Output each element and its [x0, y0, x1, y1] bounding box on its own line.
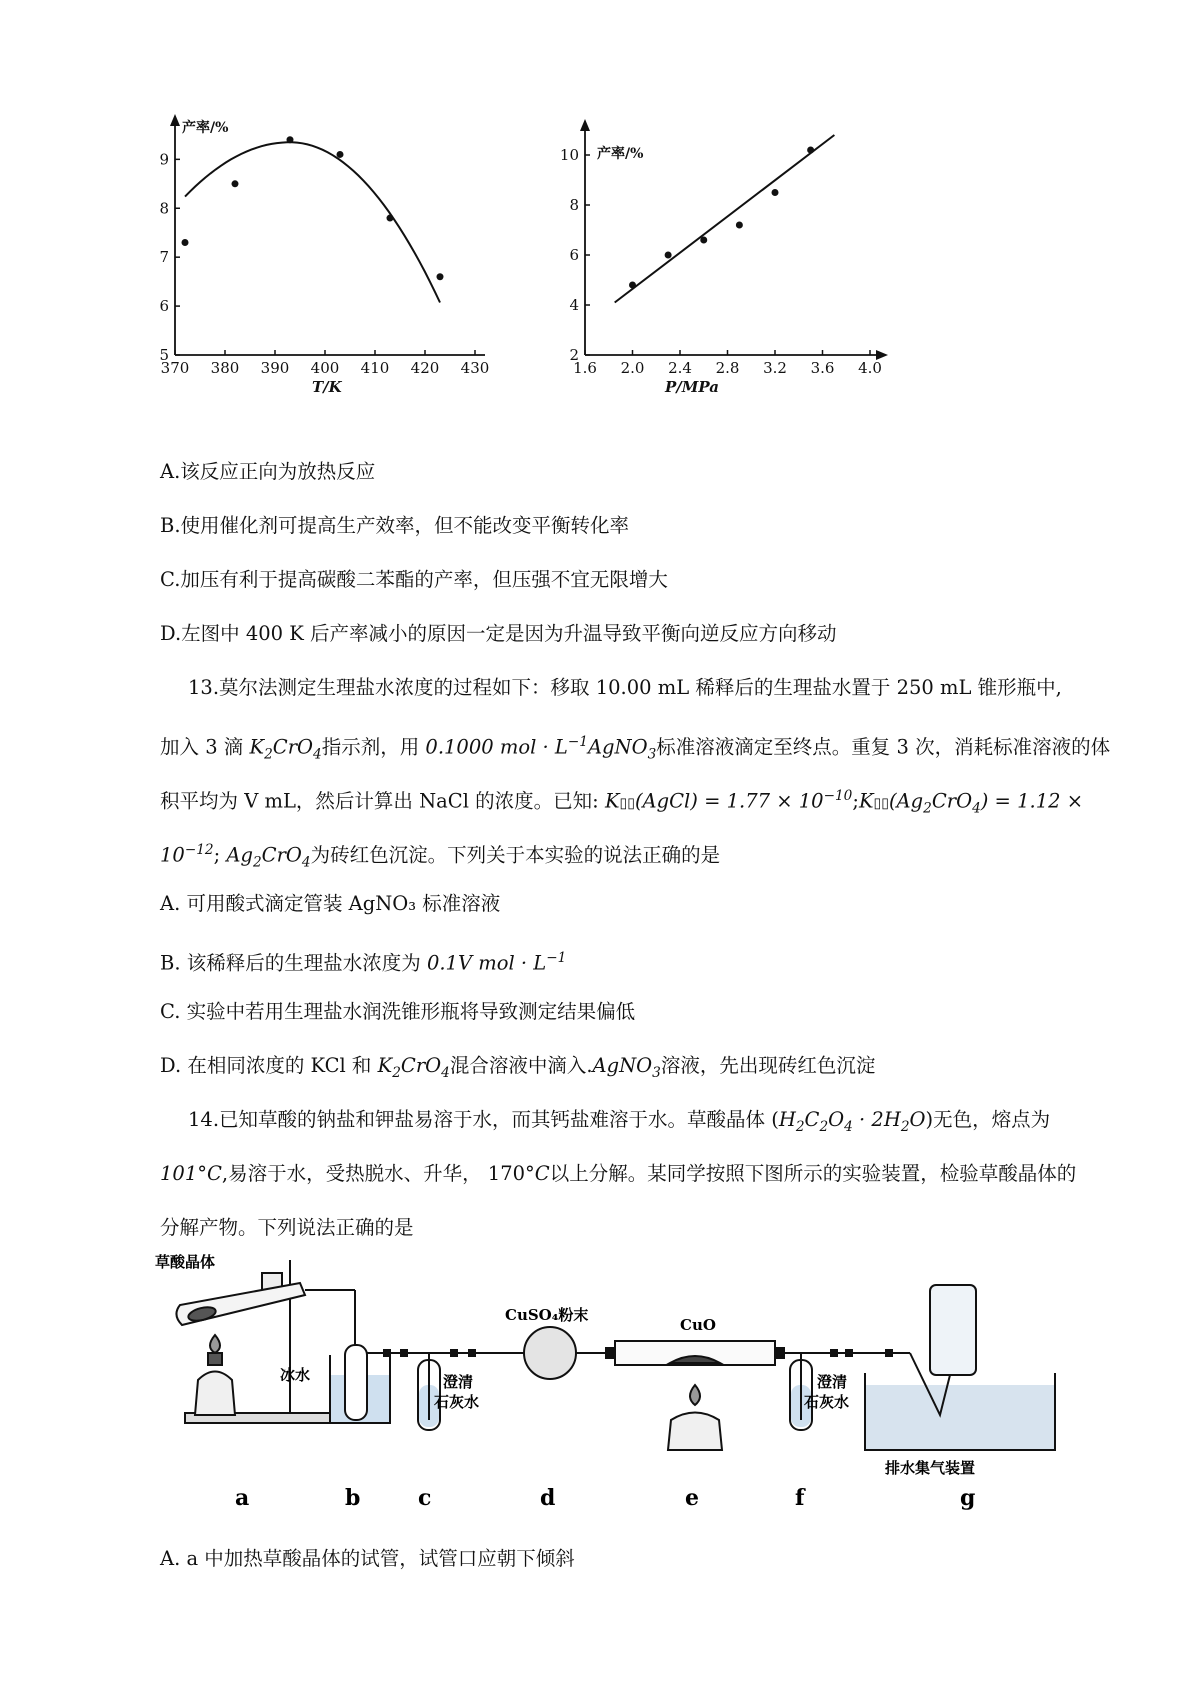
label-limewater-c-2: 石灰水 — [434, 1393, 480, 1411]
q14-stem-line-1: 14.已知草酸的钠盐和钾盐易溶于水，而其钙盐难溶于水。草酸晶体 $(H_2C_2O_4 \cdot 2H_2O)$无色，熔点为 — [188, 1108, 1051, 1135]
label-letter-f: f — [795, 1485, 805, 1511]
yield-vs-temperature-chart — [150, 110, 510, 410]
limewater-tube-c — [418, 1353, 440, 1430]
water-collection-trough — [865, 1285, 1055, 1450]
x-tick-label: 3.6 — [810, 359, 835, 377]
x-tick-label: 370 — [160, 359, 190, 377]
label-letter-d: d — [540, 1485, 556, 1511]
x-tick-label: 420 — [410, 359, 440, 377]
data-point — [665, 252, 672, 259]
y-tick-label: 2 — [569, 346, 579, 364]
alcohol-lamp-e — [668, 1385, 722, 1450]
data-point — [387, 215, 394, 222]
label-oxalic-crystal: 草酸晶体 — [155, 1253, 216, 1271]
q13-option-b: B. 该稀释后的生理盐水浓度为 0.1V mol · $L^{-1}$ — [160, 950, 567, 975]
x-tick-label: 400 — [310, 359, 340, 377]
label-limewater-f-1: 澄清 — [817, 1373, 848, 1391]
q12-option-d: D.左图中 400 K 后产率减小的原因一定是因为升温导致平衡向逆反应方向移动 — [160, 622, 837, 645]
q13-stem-line-4: $10^{-12}$; $Ag_2CrO_4$为砖红色沉淀。下列关于本实验的说法正确的是 — [160, 842, 721, 871]
collecting-bottle — [930, 1285, 976, 1375]
q12-option-b: B.使用催化剂可提高生产效率，但不能改变平衡转化率 — [160, 514, 630, 537]
label-limewater-f-2: 石灰水 — [804, 1393, 850, 1411]
apparatus-diagram — [150, 1245, 1080, 1525]
cuo-combustion-tube — [615, 1341, 775, 1365]
label-letter-b: b — [345, 1485, 361, 1511]
q13-stem-line-3: 积平均为 V mL，然后计算出 NaCl 的浓度。已知: K▯▯(AgCl) = $1.77 \times 10^{-10};K▯▯(Ag_2CrO_4) = 1.12$ × — [160, 788, 1084, 817]
y-tick-label: 4 — [569, 296, 579, 314]
y-axis-arrow-icon — [580, 119, 590, 131]
ice-water-beaker — [330, 1345, 390, 1423]
x-tick-label: 2.4 — [668, 359, 692, 377]
q14-option-a: A. a 中加热草酸晶体的试管，试管口应朝下倾斜 — [160, 1547, 575, 1570]
label-cuo: CuO — [680, 1316, 716, 1334]
alcohol-lamp-a — [195, 1335, 235, 1415]
label-letter-e: e — [685, 1485, 699, 1511]
q13-option-d: D. 在相同浓度的 KCl 和 $K_2CrO_4$混合溶液中滴入.AgNO$_3$溶液，先出现砖红色沉淀 — [160, 1054, 876, 1081]
label-limewater-c-1: 澄清 — [443, 1373, 474, 1391]
y-tick-label: 8 — [569, 196, 579, 214]
data-point — [700, 237, 707, 244]
data-point — [807, 147, 814, 154]
x-tick-label: 2.0 — [620, 359, 645, 377]
cuso4-drying-tube — [495, 1327, 615, 1379]
x-tick-label: 430 — [460, 359, 490, 377]
x-tick-label: 390 — [260, 359, 290, 377]
y-tick-label: 7 — [159, 248, 169, 267]
fit-line — [615, 135, 835, 303]
y-tick-label: 10 — [559, 146, 579, 164]
limewater-tube-f — [790, 1353, 812, 1430]
label-cuso4-powder: CuSO₄粉末 — [505, 1306, 589, 1324]
x-tick-label: 380 — [210, 359, 240, 377]
y-axis-label: 产率/% — [597, 146, 644, 162]
x-tick-label: 4.0 — [858, 359, 882, 377]
x-axis-label: P/MPa — [665, 378, 719, 396]
label-water-collection: 排水集气装置 — [885, 1459, 976, 1477]
q12-option-c: C.加压有利于提高碳酸二苯酯的产率，但压强不宜无限增大 — [160, 568, 668, 591]
x-tick-label: 3.2 — [763, 359, 787, 377]
label-letter-g: g — [960, 1485, 976, 1511]
x-tick-label: 410 — [360, 359, 390, 377]
x-axis-label: T/K — [312, 378, 342, 396]
y-axis-arrow-icon — [170, 114, 180, 126]
cold-trap-tube — [345, 1345, 367, 1420]
data-point — [629, 282, 636, 289]
data-point — [437, 273, 444, 280]
yield-vs-pressure-chart — [545, 110, 895, 410]
data-point — [232, 180, 239, 187]
x-tick-label: 2.8 — [715, 359, 740, 377]
y-axis-label: 产率/% — [182, 120, 229, 136]
q13-stem-line-2: 加入 3 滴 $K_2CrO_4$指示剂，用 0.1000 mol · $L^{-1}AgNO_3$标准溶液滴定至终点。重复 3 次，消耗标准溶液的体 — [160, 734, 1111, 763]
label-letter-c: c — [418, 1485, 432, 1511]
q14-stem-line-3: 分解产物。下列说法正确的是 — [160, 1216, 414, 1239]
fit-curve — [185, 142, 440, 302]
y-tick-label: 5 — [159, 346, 169, 364]
data-point — [772, 189, 779, 196]
heated-test-tube — [176, 1283, 305, 1325]
q14-stem-line-2: 101°C,易溶于水，受热脱水、升华， 170°C以上分解。某同学按照下图所示的实验装置，检验草酸晶体的 — [160, 1162, 1077, 1185]
data-point — [337, 151, 344, 158]
data-point — [736, 222, 743, 229]
y-tick-label: 8 — [159, 199, 169, 218]
label-ice-water: 冰水 — [280, 1366, 311, 1384]
q12-option-a: A.该反应正向为放热反应 — [160, 460, 376, 483]
data-point — [287, 136, 294, 143]
y-tick-label: 6 — [159, 297, 169, 316]
data-point — [182, 239, 189, 246]
q13-option-a: A. 可用酸式滴定管装 AgNO₃ 标准溶液 — [160, 892, 501, 915]
y-tick-label: 9 — [159, 150, 169, 169]
label-letter-a: a — [235, 1485, 250, 1511]
q13-option-c: C. 实验中若用生理盐水润洗锥形瓶将导致测定结果偏低 — [160, 1000, 636, 1023]
x-tick-label: 1.6 — [573, 359, 597, 377]
y-tick-label: 6 — [569, 246, 579, 264]
q13-stem-line-1: 13.莫尔法测定生理盐水浓度的过程如下：移取 10.00 mL 稀释后的生理盐水置于 250 mL 锥形瓶中, — [188, 676, 1062, 699]
